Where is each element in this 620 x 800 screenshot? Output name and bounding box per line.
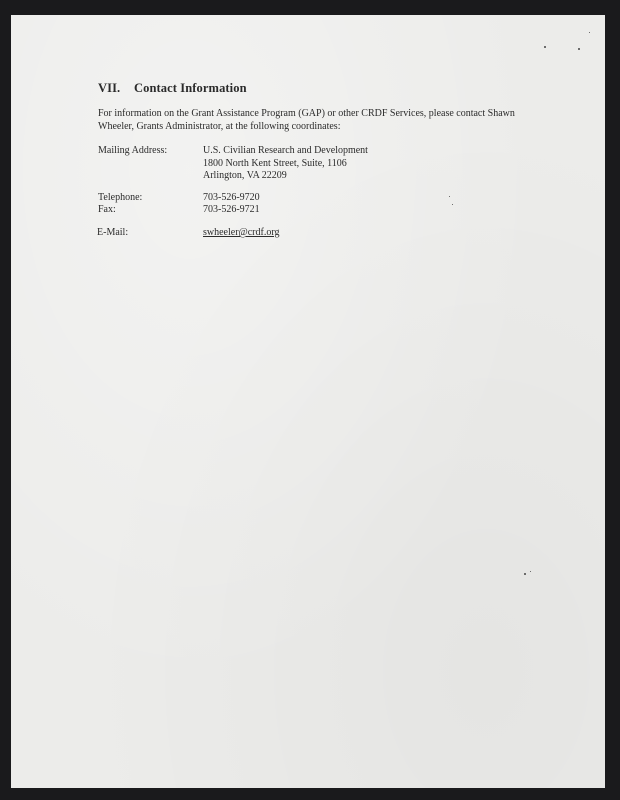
scan-speck: [524, 573, 526, 575]
section-heading: [98, 81, 247, 96]
telephone-label: Telephone:: [98, 192, 143, 203]
intro-paragraph: For information on the Grant Assistance Program (GAP) or other CRDF Services, please contact Shawn Wheeler, Grants Administrator, at the following coordinates:: [98, 108, 515, 132]
mailing-address-line-3: Arlington, VA 22209: [203, 170, 287, 181]
section-number: VII.: [98, 81, 121, 95]
fax-label: Fax:: [98, 204, 116, 215]
email-label: E-Mail:: [97, 227, 129, 238]
mailing-address-line-1: U.S. Civilian Research and Development: [203, 145, 368, 156]
mailing-address-label: Mailing Address:: [98, 145, 168, 156]
scan-speck: [578, 48, 580, 50]
section-title: Contact Information: [134, 81, 247, 95]
scan-speck: [530, 571, 531, 572]
document-page: [11, 15, 605, 788]
scan-speck: [589, 32, 590, 33]
telephone-value: 703-526-9720: [203, 192, 260, 203]
mailing-address-line-2: 1800 North Kent Street, Suite, 1106: [203, 157, 347, 169]
scan-speck: [544, 46, 546, 48]
scan-speck: [452, 204, 453, 205]
scan-speck: [449, 196, 450, 197]
email-link[interactable]: swheeler@crdf.org: [203, 227, 280, 238]
fax-value: 703-526-9721: [203, 204, 260, 215]
